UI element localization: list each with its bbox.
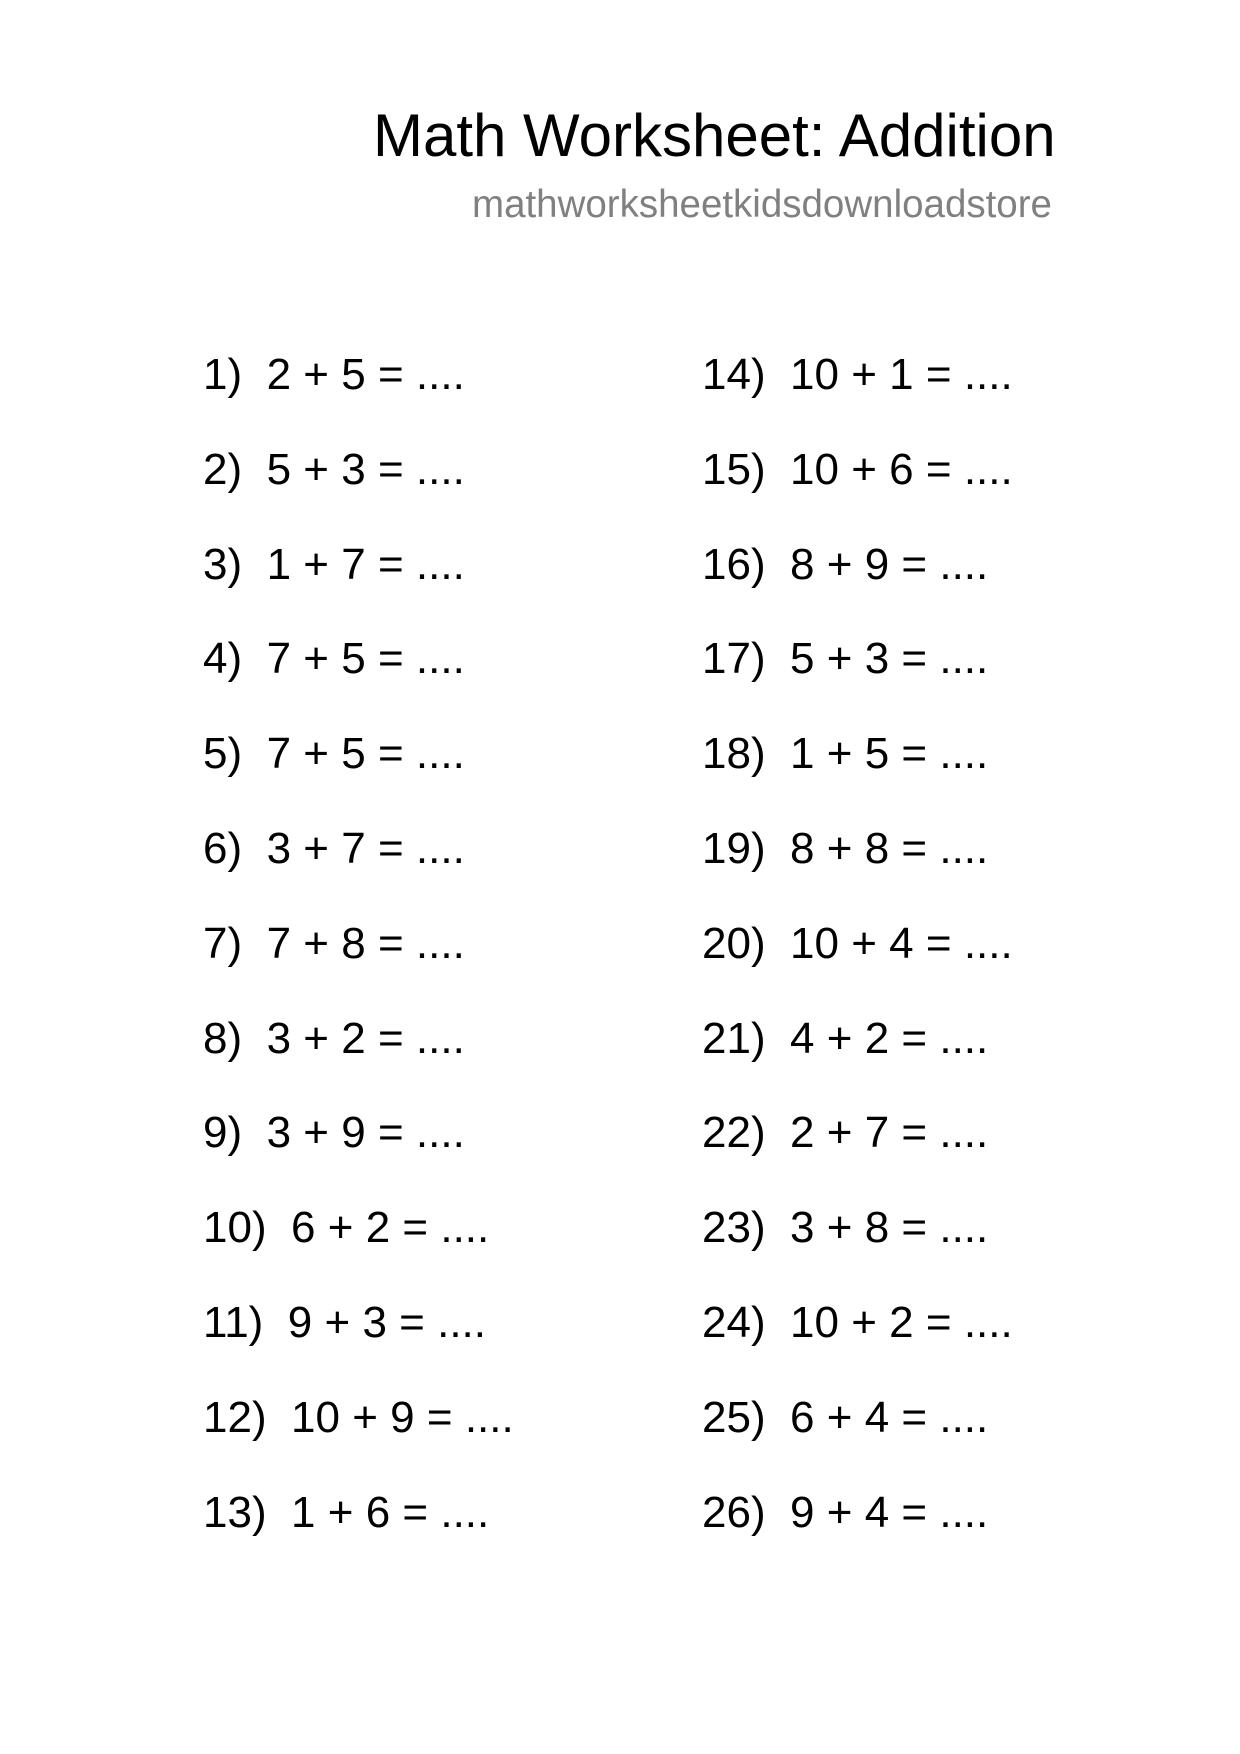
problem-number: 4) xyxy=(203,634,243,684)
problem-item xyxy=(203,535,514,630)
answer-blank: .... xyxy=(415,823,465,873)
answer-blank: .... xyxy=(415,634,465,684)
problem-number: 12) xyxy=(203,1392,267,1442)
answer-blank: .... xyxy=(415,918,465,968)
problem-item xyxy=(702,1388,1013,1483)
problem-item xyxy=(203,440,514,535)
problem-number: 13) xyxy=(203,1487,267,1537)
problem-item xyxy=(203,914,514,1009)
equals-sign: = xyxy=(901,539,928,589)
addend-b: 5 xyxy=(341,634,366,684)
problem-item xyxy=(702,724,1013,819)
addend-a: 10 xyxy=(790,444,839,494)
answer-blank: .... xyxy=(440,1203,490,1253)
answer-blank: .... xyxy=(939,1392,989,1442)
addend-a: 7 xyxy=(266,729,292,779)
problem-item xyxy=(203,819,514,914)
plus-sign: + xyxy=(303,823,329,873)
addend-a: 6 xyxy=(291,1203,316,1253)
plus-sign: + xyxy=(352,1392,378,1442)
equals-sign: = xyxy=(402,1487,429,1537)
addend-b: 7 xyxy=(864,1108,890,1158)
problem-number: 15) xyxy=(702,444,766,494)
plus-sign: + xyxy=(851,350,877,399)
plus-sign: + xyxy=(851,444,877,494)
addend-a: 4 xyxy=(790,1013,815,1063)
addend-b: 2 xyxy=(365,1203,391,1253)
equals-sign: = xyxy=(901,823,928,873)
problem-item xyxy=(702,345,1013,440)
addend-a: 3 xyxy=(790,1203,815,1253)
problem-number: 10) xyxy=(203,1203,267,1253)
addend-b: 2 xyxy=(889,1297,914,1347)
problem-item xyxy=(702,1103,1013,1198)
problem-number: 6) xyxy=(203,823,243,873)
answer-blank: .... xyxy=(939,1108,989,1158)
addend-b: 6 xyxy=(365,1487,391,1537)
plus-sign: + xyxy=(826,539,853,589)
addend-b: 5 xyxy=(341,350,366,399)
addend-b: 9 xyxy=(864,539,890,589)
equals-sign: = xyxy=(901,1203,928,1253)
equals-sign: = xyxy=(925,1297,952,1347)
problem-number: 24) xyxy=(702,1297,766,1347)
problem-item xyxy=(702,535,1013,630)
plus-sign: + xyxy=(826,823,853,873)
problem-item xyxy=(702,914,1013,1009)
answer-blank: .... xyxy=(939,1203,989,1253)
problem-number: 26) xyxy=(702,1487,766,1537)
problem-number: 2) xyxy=(203,444,243,494)
problem-number: 5) xyxy=(203,729,243,779)
addend-b: 4 xyxy=(889,918,914,968)
plus-sign: + xyxy=(826,729,853,779)
answer-blank: .... xyxy=(963,1297,1013,1347)
answer-blank: .... xyxy=(939,634,989,684)
equals-sign: = xyxy=(901,1392,928,1442)
plus-sign: + xyxy=(826,1013,853,1063)
addend-b: 3 xyxy=(362,1297,387,1347)
addend-a: 10 xyxy=(790,1297,839,1347)
addend-a: 3 xyxy=(266,1108,292,1158)
addend-a: 3 xyxy=(266,1013,292,1063)
addend-b: 5 xyxy=(864,729,890,779)
addend-b: 7 xyxy=(341,823,366,873)
addend-a: 2 xyxy=(790,1108,815,1158)
problem-number: 18) xyxy=(702,729,766,779)
answer-blank: .... xyxy=(939,1487,989,1537)
equals-sign: = xyxy=(901,634,928,684)
problems-column-right xyxy=(702,345,1013,1577)
addend-a: 10 xyxy=(291,1392,340,1442)
addend-a: 8 xyxy=(790,823,815,873)
problems-column-left xyxy=(203,345,514,1577)
addend-b: 4 xyxy=(864,1392,890,1442)
answer-blank: .... xyxy=(939,1013,989,1063)
problem-item xyxy=(203,345,514,440)
equals-sign: = xyxy=(377,634,404,684)
plus-sign: + xyxy=(851,918,877,968)
answer-blank: .... xyxy=(963,444,1013,494)
addend-b: 8 xyxy=(341,918,366,968)
problem-number: 8) xyxy=(203,1013,243,1063)
addend-b: 7 xyxy=(341,539,366,589)
answer-blank: .... xyxy=(415,729,465,779)
equals-sign: = xyxy=(377,350,404,399)
equals-sign: = xyxy=(399,1297,425,1347)
worksheet-subtitle: mathworksheetkidsdownloadstore xyxy=(472,183,1052,226)
addend-b: 2 xyxy=(341,1013,366,1063)
addend-b: 8 xyxy=(864,1203,890,1253)
problem-item xyxy=(702,440,1013,535)
answer-blank: .... xyxy=(963,918,1013,968)
addend-a: 6 xyxy=(790,1392,815,1442)
answer-blank: .... xyxy=(415,1013,465,1063)
problem-number: 21) xyxy=(702,1013,766,1063)
problem-item xyxy=(702,819,1013,914)
answer-blank: .... xyxy=(963,350,1013,399)
problem-number: 9) xyxy=(203,1108,243,1158)
equals-sign: = xyxy=(925,444,952,494)
answer-blank: .... xyxy=(415,444,465,494)
addend-a: 9 xyxy=(790,1487,815,1537)
equals-sign: = xyxy=(377,1013,404,1063)
plus-sign: + xyxy=(303,918,329,968)
addend-b: 1 xyxy=(889,350,914,399)
problem-item xyxy=(203,724,514,819)
problem-number: 20) xyxy=(702,918,766,968)
worksheet-title: Math Worksheet: Addition xyxy=(373,102,1056,169)
answer-blank: .... xyxy=(415,539,465,589)
addend-b: 3 xyxy=(864,634,890,684)
problem-number: 16) xyxy=(702,539,766,589)
answer-blank: .... xyxy=(939,539,989,589)
addend-a: 5 xyxy=(790,634,815,684)
plus-sign: + xyxy=(303,539,329,589)
equals-sign: = xyxy=(901,1013,928,1063)
problem-item xyxy=(203,629,514,724)
problem-item xyxy=(203,1293,514,1388)
problem-item xyxy=(203,1483,514,1578)
addend-b: 6 xyxy=(889,444,914,494)
answer-blank: .... xyxy=(939,729,989,779)
equals-sign: = xyxy=(377,539,404,589)
plus-sign: + xyxy=(303,350,329,399)
plus-sign: + xyxy=(324,1297,351,1347)
problem-number: 19) xyxy=(702,823,766,873)
plus-sign: + xyxy=(327,1487,354,1537)
equals-sign: = xyxy=(377,444,404,494)
plus-sign: + xyxy=(826,1487,853,1537)
equals-sign: = xyxy=(901,729,928,779)
problem-number: 14) xyxy=(702,350,766,399)
equals-sign: = xyxy=(901,1108,928,1158)
plus-sign: + xyxy=(303,444,329,494)
addend-b: 9 xyxy=(341,1108,366,1158)
problem-number: 25) xyxy=(702,1392,766,1442)
equals-sign: = xyxy=(377,918,404,968)
problem-item xyxy=(203,1388,514,1483)
plus-sign: + xyxy=(327,1203,354,1253)
answer-blank: .... xyxy=(415,350,465,399)
answer-blank: .... xyxy=(437,1297,486,1347)
addend-a: 1 xyxy=(291,1487,316,1537)
addend-b: 5 xyxy=(341,729,366,779)
problem-number: 23) xyxy=(702,1203,766,1253)
problem-item xyxy=(203,1103,514,1198)
plus-sign: + xyxy=(303,729,329,779)
equals-sign: = xyxy=(377,729,404,779)
addend-a: 7 xyxy=(266,918,292,968)
equals-sign: = xyxy=(901,1487,928,1537)
addend-a: 10 xyxy=(790,350,839,399)
addend-a: 2 xyxy=(266,350,292,399)
equals-sign: = xyxy=(377,1108,404,1158)
addend-a: 7 xyxy=(266,634,292,684)
problem-number: 3) xyxy=(203,539,243,589)
problem-item xyxy=(203,1198,514,1293)
problem-number: 11) xyxy=(203,1297,264,1347)
addend-b: 3 xyxy=(341,444,366,494)
problem-item xyxy=(702,1483,1013,1578)
problem-item xyxy=(702,629,1013,724)
answer-blank: .... xyxy=(939,823,989,873)
plus-sign: + xyxy=(826,634,853,684)
problem-number: 22) xyxy=(702,1108,766,1158)
problem-number: 1) xyxy=(203,350,243,399)
plus-sign: + xyxy=(303,1108,329,1158)
problem-item xyxy=(702,1293,1013,1388)
addend-a: 5 xyxy=(266,444,292,494)
equals-sign: = xyxy=(925,918,952,968)
problem-item xyxy=(702,1009,1013,1104)
equals-sign: = xyxy=(426,1392,453,1442)
answer-blank: .... xyxy=(464,1392,514,1442)
plus-sign: + xyxy=(826,1203,853,1253)
addend-a: 10 xyxy=(790,918,839,968)
problem-item xyxy=(203,1009,514,1104)
addend-b: 8 xyxy=(864,823,890,873)
plus-sign: + xyxy=(826,1108,853,1158)
problem-number: 17) xyxy=(702,634,766,684)
equals-sign: = xyxy=(925,350,952,399)
plus-sign: + xyxy=(303,1013,329,1063)
addend-b: 4 xyxy=(864,1487,890,1537)
equals-sign: = xyxy=(377,823,404,873)
addend-a: 1 xyxy=(790,729,815,779)
plus-sign: + xyxy=(851,1297,877,1347)
addend-a: 1 xyxy=(266,539,292,589)
addend-b: 9 xyxy=(390,1392,415,1442)
addend-a: 9 xyxy=(287,1297,313,1347)
problem-number: 7) xyxy=(203,918,243,968)
problem-item xyxy=(702,1198,1013,1293)
answer-blank: .... xyxy=(440,1487,490,1537)
addend-a: 3 xyxy=(266,823,292,873)
plus-sign: + xyxy=(826,1392,853,1442)
plus-sign: + xyxy=(303,634,329,684)
equals-sign: = xyxy=(402,1203,429,1253)
addend-b: 2 xyxy=(864,1013,890,1063)
answer-blank: .... xyxy=(415,1108,465,1158)
addend-a: 8 xyxy=(790,539,815,589)
